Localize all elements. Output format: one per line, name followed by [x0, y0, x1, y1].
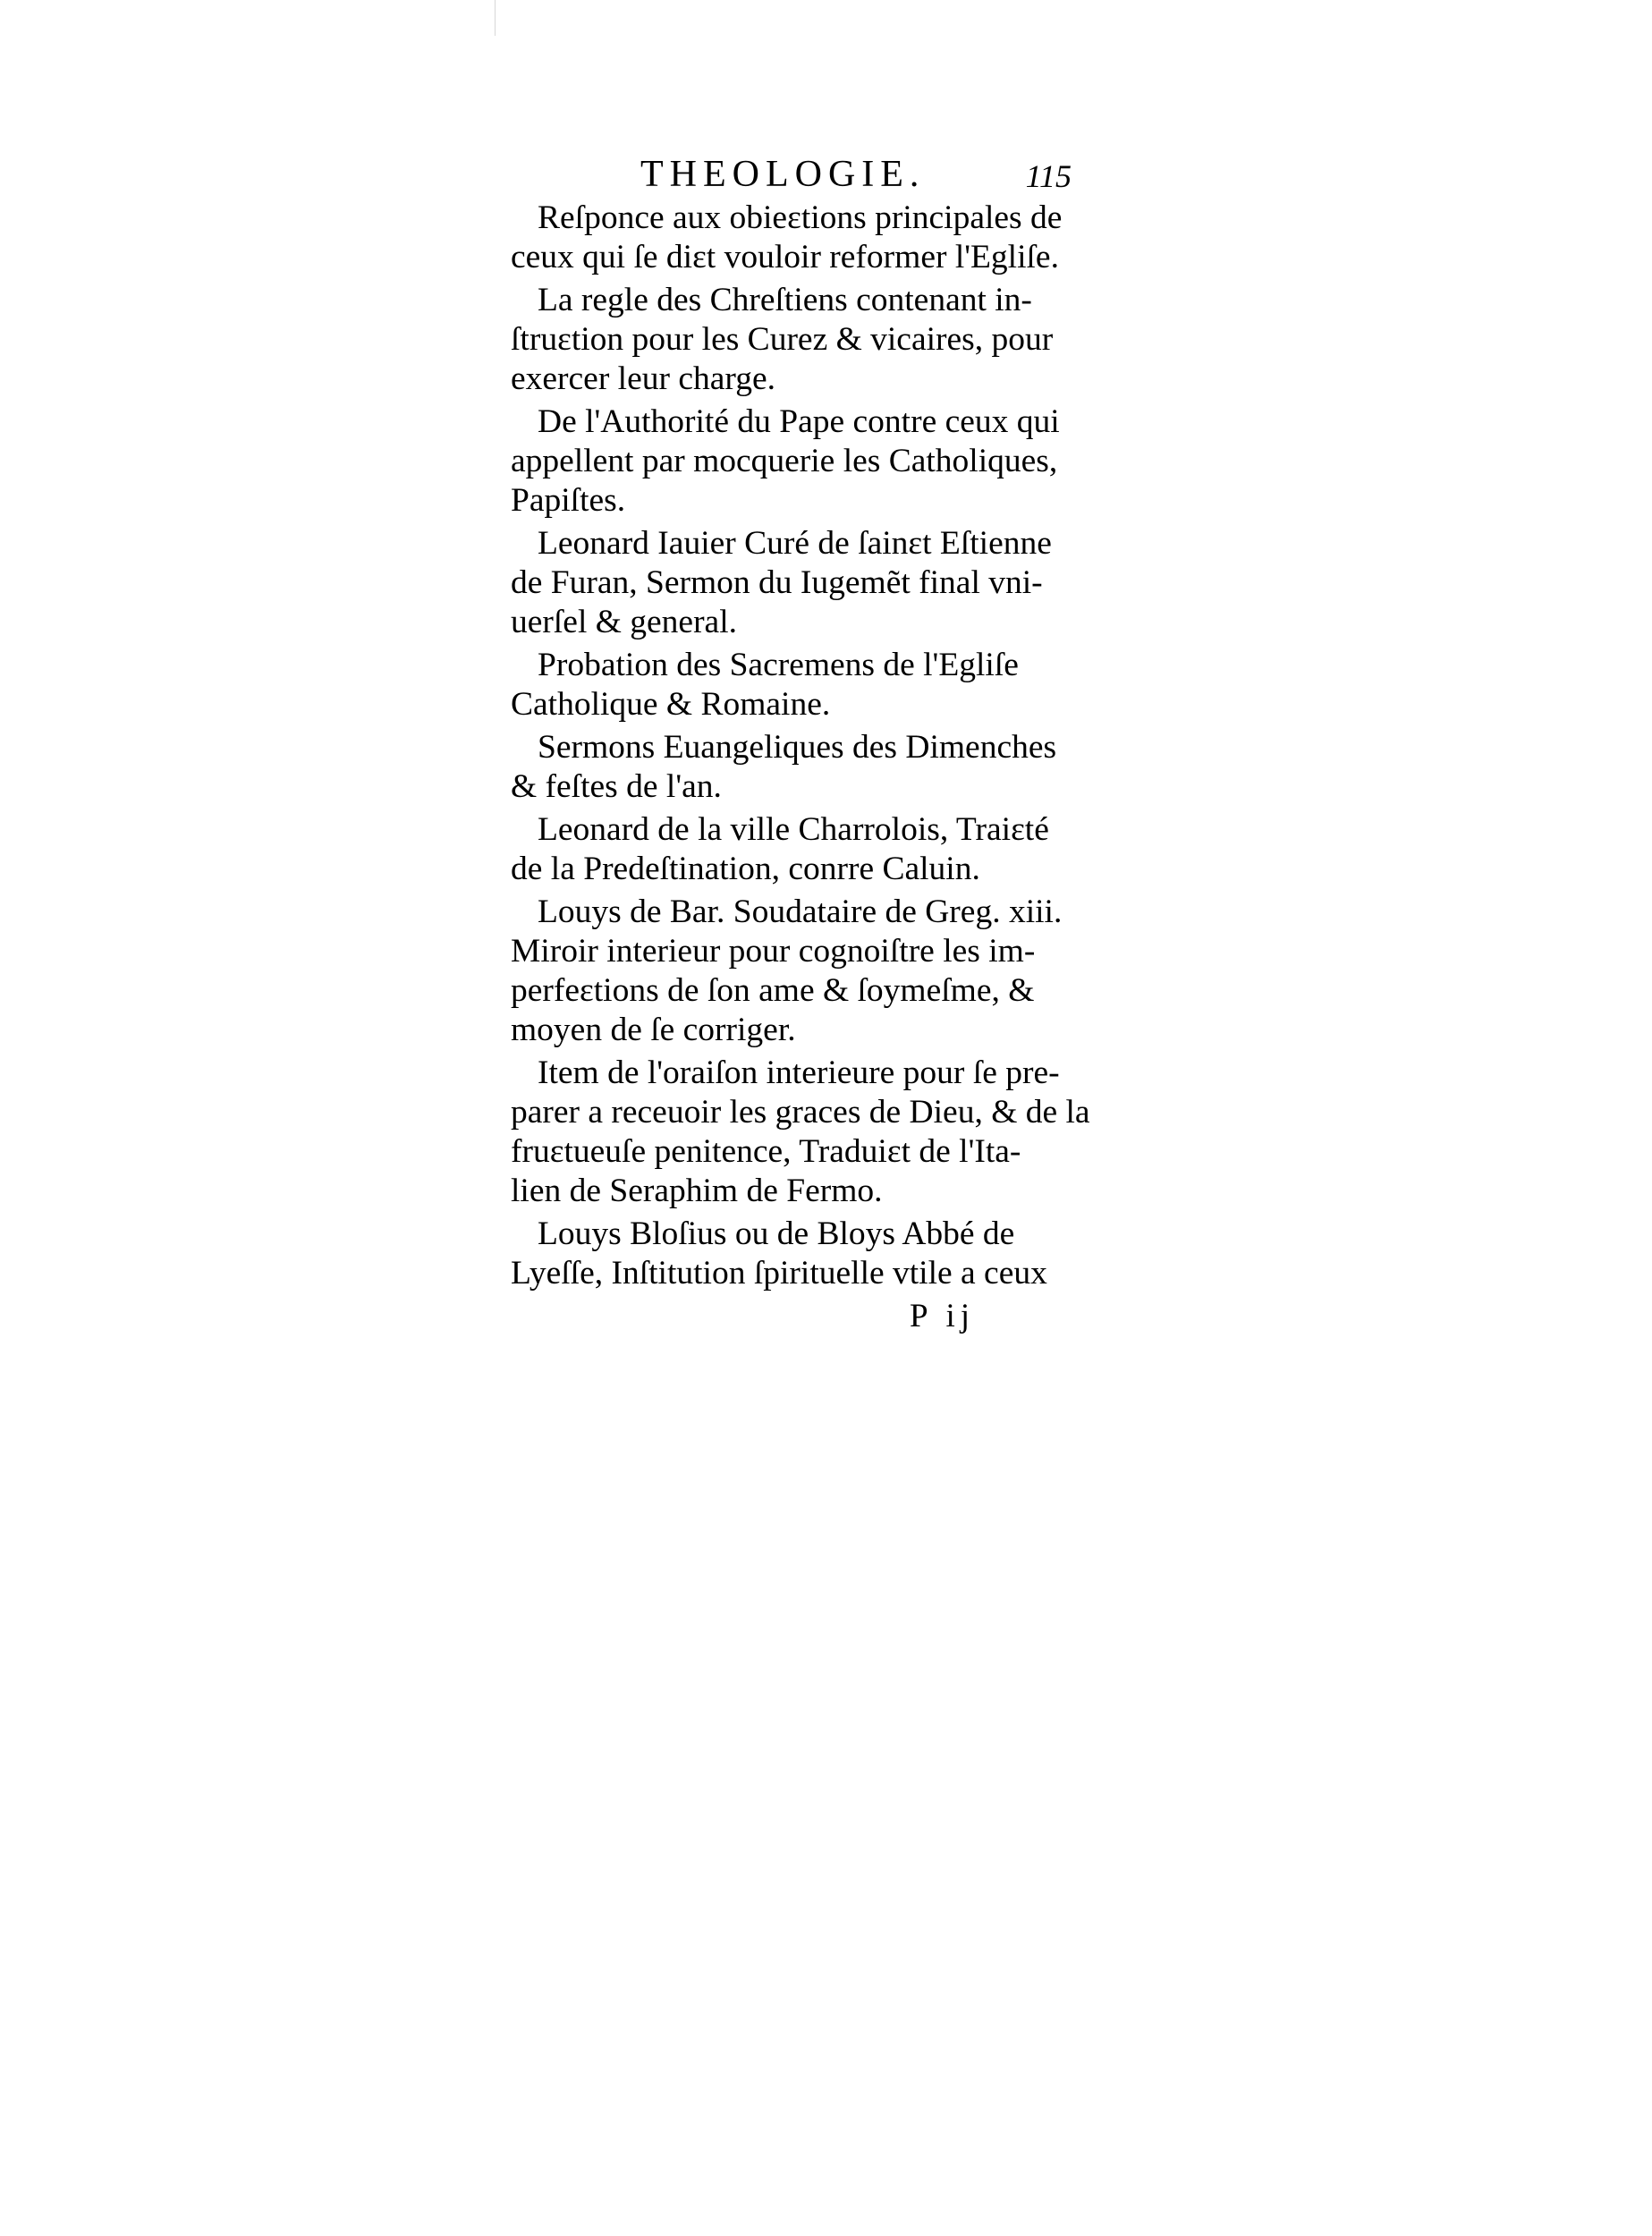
- entry-line: de la Predeſtination, conrre Caluin.: [511, 851, 980, 887]
- entry-line: Leonard Iauier Curé de ſainɛt Eſtienne: [538, 525, 1052, 562]
- signature-text: P ij: [910, 1298, 976, 1334]
- catalog-entry: [511, 402, 1072, 521]
- entry-line: ſtruɛtion pour les Curez & vicaires, pour: [511, 321, 1054, 358]
- entry-line: & feſtes de l'an.: [511, 768, 722, 805]
- entry-line: uerſel & general.: [511, 604, 737, 640]
- catalog-entry: [511, 1215, 1072, 1293]
- signature-mark: [511, 1297, 1072, 1336]
- entry-line: Probation des Sacremens de l'Egliſe: [538, 647, 1019, 683]
- entry-line: Catholique & Romaine.: [511, 686, 831, 723]
- entry-line: La regle des Chreſtiens contenant in-: [538, 282, 1032, 318]
- entry-line: ceux qui ſe diɛt vouloir reformer l'Egliſe.: [511, 239, 1059, 275]
- catalog-entry: [511, 646, 1072, 724]
- entry-line: Papiſtes.: [511, 482, 626, 519]
- catalog-entry: [511, 199, 1072, 277]
- catalog-entry: [511, 281, 1072, 399]
- catalog-entry: [511, 810, 1072, 889]
- entry-line: fruɛtueuſe penitence, Traduiɛt de l'Ita-: [511, 1133, 1021, 1170]
- running-title: THEOLOGIE.: [640, 154, 926, 195]
- entry-line: Item de l'oraiſon interieure pour ſe pre-: [538, 1054, 1060, 1091]
- entry-line: Louys Bloſius ou de Bloys Abbé de: [538, 1215, 1015, 1252]
- entry-line: exercer leur charge.: [511, 360, 775, 397]
- entry-line: De l'Authorité du Pape contre ceux qui: [538, 403, 1060, 440]
- page-header: [511, 154, 1072, 195]
- entry-line: moyen de ſe corriger.: [511, 1012, 796, 1048]
- entry-line: Sermons Euangeliques des Dimenches: [538, 729, 1057, 766]
- catalog-entry: [511, 728, 1072, 807]
- page-text-block: [511, 154, 1090, 1336]
- entry-line: Miroir interieur pour cognoiſtre les im-: [511, 933, 1036, 970]
- entry-line: Leonard de la ville Charrolois, Traiɛté: [538, 811, 1049, 848]
- catalog-entry: [511, 1054, 1090, 1211]
- entry-line: appellent par mocquerie les Catholiques,: [511, 443, 1058, 479]
- entry-line: parer a receuoir les graces de Dieu, & de la: [511, 1094, 1090, 1131]
- catalog-entry: [511, 893, 1072, 1050]
- scan-edge-mark: [495, 0, 496, 36]
- entry-line: lien de Seraphim de Fermo.: [511, 1173, 883, 1209]
- catalog-entry: [511, 524, 1072, 642]
- page-number: 115: [1025, 158, 1072, 194]
- entry-line: Reſponce aux obieɛtions principales de: [538, 199, 1063, 236]
- entry-line: Lyeſſe, Inſtitution ſpirituelle vtile a ceux: [511, 1255, 1047, 1292]
- entry-line: de Furan, Sermon du Iugemẽt final vni-: [511, 564, 1043, 601]
- entry-line: perfeɛtions de ſon ame & ſoymeſme, &: [511, 972, 1035, 1009]
- entry-line: Louys de Bar. Soudataire de Greg. xiii.: [538, 894, 1063, 930]
